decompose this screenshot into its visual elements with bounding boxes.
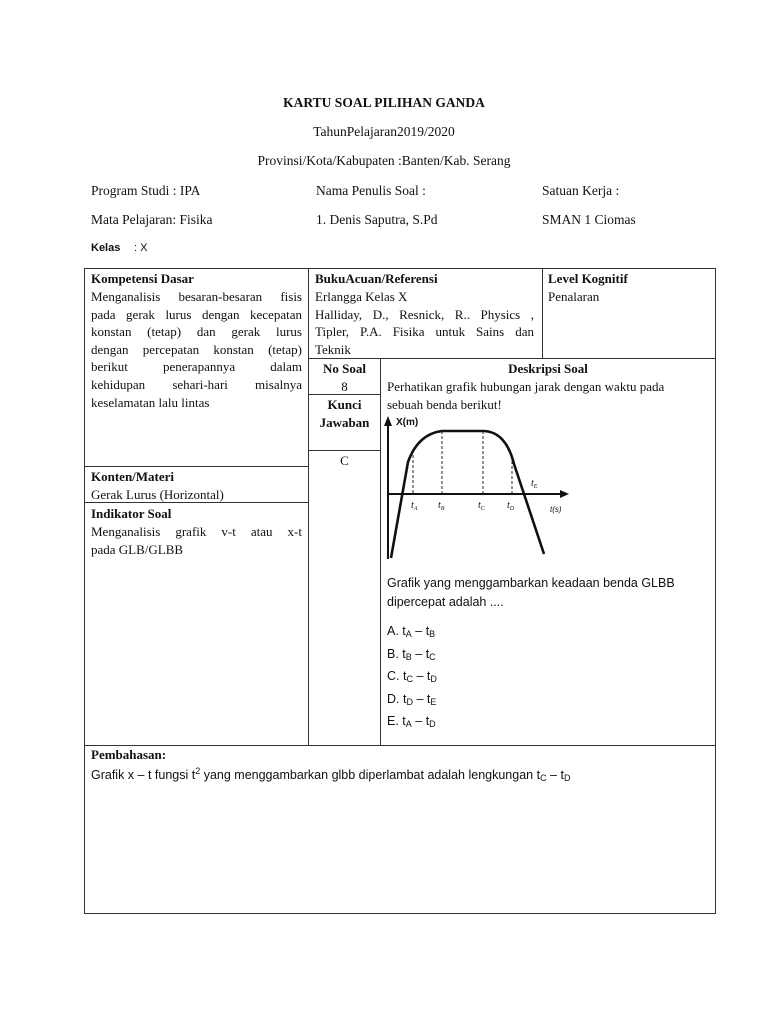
author-name: 1. Denis Saputra, S.Pd — [316, 212, 438, 227]
konten-value: Gerak Lurus (Horizontal) — [91, 487, 224, 502]
x-axis-arrow — [560, 490, 569, 498]
buku-text: Erlangga Kelas X Halliday, D., Resnick, R.. Physics , Tipler, P.A. Fisika untuk Sains dan Teknik — [315, 289, 534, 357]
option-c: C. $t_C - t_D$ — [387, 669, 437, 684]
author-label: Nama Penulis Soal : — [316, 183, 426, 198]
x-axis-label: t(s) — [550, 505, 562, 514]
school-year: TahunPelajaran2019/2020 — [313, 124, 455, 139]
no-soal-value: 8 — [341, 379, 348, 394]
option-a: A. $t_A - t_B$ — [387, 624, 436, 639]
deskripsi-line2: sebuah benda berikut! — [387, 397, 502, 412]
tick-tb: $t_B$ — [438, 500, 445, 512]
deskripsi-line1: Perhatikan grafik hubungan jarak dengan waktu pada — [387, 379, 665, 394]
position-time-graph — [382, 412, 578, 562]
kompetensi-text: Menganalisis besaran-besaran fisis pada gerak lurus dengan kecepatan konstan (tetap) dan gerak lurus dengan percepatan konstan (tetap) berikut penerapannya dalam kehidupan sehari-hari misalnya keselamatan lalu lintas — [91, 289, 302, 410]
tick-td: $t_D$ — [507, 500, 515, 512]
pembahasan-heading: Pembahasan: — [91, 747, 167, 762]
tick-tc: $t_C$ — [478, 500, 485, 512]
konten-heading: Konten/Materi — [91, 469, 175, 484]
kunci-value: C — [340, 453, 349, 468]
kunci-heading: Kunci Jawaban — [319, 397, 370, 430]
deskripsi-heading: Deskripsi Soal — [508, 361, 588, 376]
y-axis-arrow — [384, 416, 392, 426]
unit-label: Satuan Kerja : — [542, 183, 620, 198]
location: Provinsi/Kota/Kabupaten :Banten/Kab. Serang — [257, 153, 511, 168]
buku-heading: BukuAcuan/Referensi — [315, 271, 438, 286]
pembahasan-text: Grafik x – t fungsi $t^2$ yang menggambarkan glbb diperlambat adalah lengkungan $t_C - t_D$ — [91, 766, 571, 783]
level-heading: Level Kognitif — [548, 271, 628, 286]
indikator-text: Menganalisis grafik v-t atau x-t pada GLB/GLBB — [91, 524, 302, 557]
y-axis-label: X(m) — [396, 417, 419, 428]
question-text: Grafik yang menggambarkan keadaan benda GLBB dipercepat adalah .... — [387, 576, 675, 609]
program-studi: Program Studi : IPA — [91, 183, 201, 198]
unit-name: SMAN 1 Ciomas — [542, 212, 636, 227]
level-value: Penalaran — [548, 289, 600, 304]
option-d: D. $t_D - t_E$ — [387, 691, 437, 707]
indikator-heading: Indikator Soal — [91, 506, 172, 521]
no-soal-heading: No Soal — [323, 361, 366, 376]
answer-options — [387, 622, 437, 735]
option-e: E. $t_A - t_D$ — [387, 714, 436, 729]
tick-ta: $t_A$ — [411, 500, 418, 512]
class-label: Kelas — [91, 242, 121, 254]
tick-te: $t_E$ — [531, 478, 538, 490]
option-b: B. $t_B - t_C$ — [387, 646, 436, 662]
kompetensi-heading: Kompetensi Dasar — [91, 271, 194, 286]
mata-pelajaran: Mata Pelajaran: Fisika — [91, 212, 213, 227]
page-title: KARTU SOAL PILIHAN GANDA — [283, 95, 485, 110]
class-value: : X — [134, 242, 148, 254]
